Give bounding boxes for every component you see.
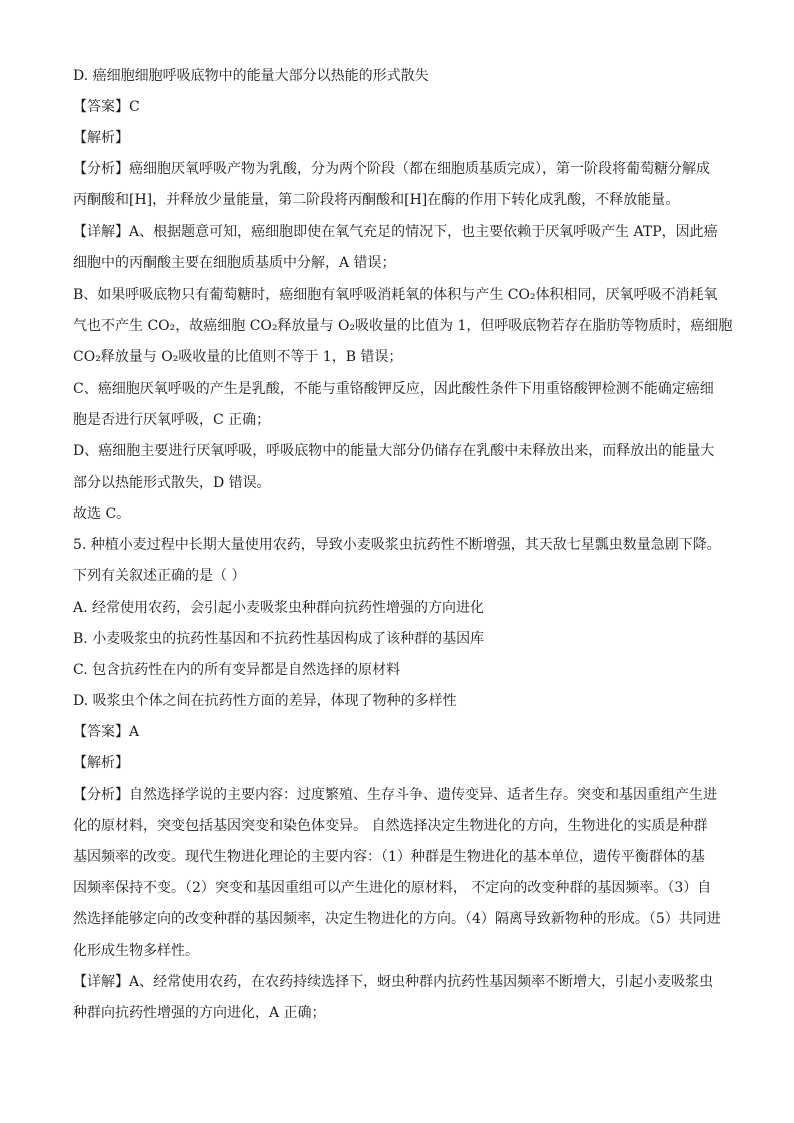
- option-b-line: B. 小麦吸浆虫的抗药性基因和不抗药性基因构成了该种群的基因库: [73, 631, 485, 647]
- question-5-stem: 5. 种植小麦过程中长期大量使用农药，导致小麦吸浆虫抗药性不断增强，其天敌七星瓢虫数量急剧下降。: [73, 537, 721, 553]
- detail-paragraph-line: 【详解】A、根据题意可知，癌细胞即使在氧气充足的情况下，也主要依赖于厌氧呼吸产生 ATP，因此癌: [73, 224, 718, 240]
- analysis-paragraph-line: 化形成生物多样性。: [73, 943, 199, 959]
- option-d-line: D. 吸浆虫个体之间在抗药性方面的差异，体现了物种的多样性: [73, 693, 457, 709]
- detail-paragraph-line: B、如果呼吸底物只有葡萄糖时，癌细胞有氧呼吸消耗氧的体积与产生 CO₂体积相同，厌氧呼吸不消耗氧: [73, 287, 718, 303]
- detail-paragraph-line: 胞是否进行厌氧呼吸，C 正确；: [73, 412, 271, 428]
- analysis-paragraph-line: 然选择能够定向的改变种群的基因频率，决定生物进化的方向。（4）隔离导致新物种的形成。（5）共同进: [73, 911, 721, 927]
- analysis-paragraph-line: 因频率保持不变。（2）突变和基因重组可以产生进化的原材料， 不定向的改变种群的基因频率。（3）自: [73, 880, 712, 896]
- option-a-line: A. 经常使用农药，会引起小麦吸浆虫种群向抗药性增强的方向进化: [73, 600, 485, 616]
- analysis-heading: 【解析】: [73, 130, 129, 146]
- analysis-paragraph-line: 基因频率的改变。现代生物进化理论的主要内容：（1）种群是生物进化的基本单位，遗传平衡群体的基: [73, 849, 705, 865]
- conclusion-line: 故选 C。: [73, 506, 131, 522]
- detail-paragraph-line: 种群向抗药性增强的方向进化，A 正确；: [73, 1005, 326, 1021]
- analysis-paragraph-line: 丙酮酸和[H]，并释放少量能量，第二阶段将丙酮酸和[H]在酶的作用下转化成乳酸，不释放能量。: [73, 192, 680, 208]
- detail-paragraph-line: CO₂释放量与 O₂吸收量的比值则不等于 1，B 错误；: [73, 349, 403, 365]
- analysis-paragraph-line: 【分析】自然选择学说的主要内容：过度繁殖、生存斗争、遗传变异、适者生存。突变和基因重组产生进: [73, 787, 717, 803]
- answer-label: 【答案】A: [73, 724, 140, 740]
- detail-paragraph-line: 细胞中的丙酮酸主要在细胞质基质中分解，A 错误；: [73, 255, 396, 271]
- detail-paragraph-line: 气也不产生 CO₂，故癌细胞 CO₂释放量与 O₂吸收量的比值为 1，但呼吸底物若存在脂肪等物质时，癌细胞: [73, 318, 733, 334]
- answer-label: 【答案】C: [73, 99, 140, 115]
- analysis-heading: 【解析】: [73, 755, 129, 771]
- detail-paragraph-line: D、癌细胞主要进行厌氧呼吸，呼吸底物中的能量大部分仍储存在乳酸中未释放出来，而释放出的能量大: [73, 443, 715, 459]
- analysis-paragraph-line: 【分析】癌细胞厌氧呼吸产物为乳酸，分为两个阶段（都在细胞质基质完成），第一阶段将葡萄糖分解成: [73, 161, 710, 177]
- option-c-line: C. 包含抗药性在内的所有变异都是自然选择的原材料: [73, 662, 401, 678]
- detail-paragraph-line: 【详解】A、经常使用农药，在农药持续选择下，蚜虫种群内抗药性基因频率不断增大，引起小麦吸浆虫: [73, 974, 714, 990]
- analysis-paragraph-line: 化的原材料，突变包括基因突变和染色体变异。 自然选择决定生物进化的方向，生物进化的实质是种群: [73, 818, 708, 834]
- question-5-stem: 下列有关叙述正确的是（ ）: [73, 568, 246, 584]
- detail-paragraph-line: C、癌细胞厌氧呼吸的产生是乳酸，不能与重铬酸钾反应，因此酸性条件下用重铬酸钾检测不能确定癌细: [73, 381, 714, 397]
- option-d-line: D. 癌细胞细胞呼吸底物中的能量大部分以热能的形式散失: [73, 68, 429, 84]
- detail-paragraph-line: 部分以热能形式散失，D 错误。: [73, 475, 271, 491]
